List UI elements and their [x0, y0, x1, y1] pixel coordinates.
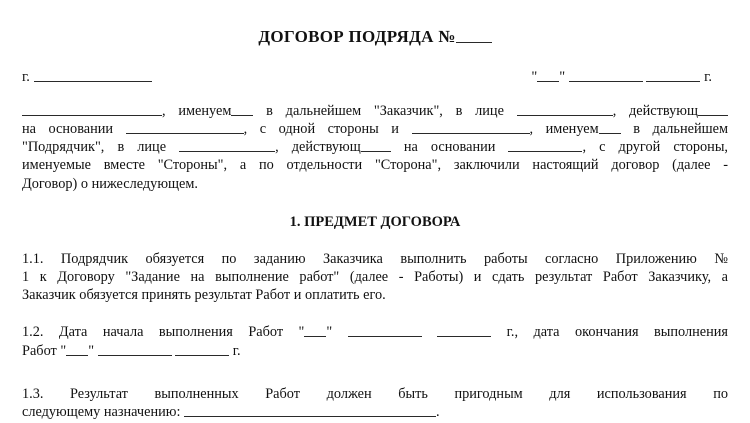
- preamble-line1-part2: в дальнейшем "Заказчик", в лице: [253, 102, 517, 119]
- preamble-line1-part3: , действующ: [612, 102, 698, 119]
- clause-1-3-line-1: 1.3. Результат выполненных Работ должен быть пригодным для использования по: [22, 385, 728, 402]
- clause-1-2: [22, 323, 728, 359]
- preamble-line3-part3: на основании: [390, 139, 509, 156]
- clause-1-2-line1-part3: г., дата окончания выполнения: [491, 324, 728, 341]
- date-year-suffix: г.: [704, 68, 712, 85]
- preamble-line-3: [22, 138, 728, 156]
- customer-name-blank[interactable]: [22, 104, 162, 116]
- start-month-blank[interactable]: [348, 325, 422, 337]
- page-title: [22, 28, 728, 47]
- preamble-line-5: Договор) о нижеследующем.: [22, 175, 198, 192]
- section-1-heading: 1. ПРЕДМЕТ ДОГОВОРА: [289, 213, 461, 230]
- clause-1-2-line1-part2: ": [326, 324, 348, 341]
- date-month-blank[interactable]: [569, 70, 643, 82]
- clause-1-3-line2-part2: .: [436, 403, 440, 420]
- contractor-named-ending-blank[interactable]: [599, 122, 621, 134]
- end-month-blank[interactable]: [98, 344, 172, 356]
- preamble-line2-part2: , с одной стороны и: [243, 120, 412, 137]
- clause-1-1-line-3: Заказчик обязуется принять результат Работ и оплатить его.: [22, 287, 386, 304]
- clause-1-2-line-2: [22, 342, 728, 360]
- preamble-line2-part4: в дальнейшем: [620, 120, 729, 137]
- contract-number-blank[interactable]: [456, 31, 492, 43]
- customer-acting-ending-blank[interactable]: [698, 104, 728, 116]
- start-day-blank[interactable]: [304, 325, 326, 337]
- date-year-blank[interactable]: [646, 70, 700, 82]
- clause-1-3-line2-part1: следующему назначению:: [22, 403, 184, 420]
- clause-1-2-line2-part3: г.: [229, 342, 241, 359]
- preamble-line-1: [22, 102, 728, 120]
- page-title-text: ДОГОВОР ПОДРЯДА №: [258, 27, 456, 46]
- preamble-line-4: именуемые вместе "Стороны", а по отдельности "Сторона", заключили настоящий договор (далее -: [22, 157, 728, 174]
- customer-representative-blank[interactable]: [517, 104, 613, 116]
- date-quote-open: ": [531, 68, 538, 85]
- date-day-blank[interactable]: [537, 70, 559, 82]
- clause-1-3-line-2: [22, 403, 728, 421]
- date-quote-close: ": [559, 68, 566, 85]
- purpose-blank[interactable]: [184, 405, 436, 417]
- contractor-name-blank[interactable]: [412, 122, 530, 134]
- clause-1-2-line2-part1: Работ ": [22, 342, 67, 359]
- clause-1-3: [22, 385, 728, 421]
- end-year-blank[interactable]: [175, 344, 229, 356]
- preamble-line-2: [22, 120, 728, 138]
- contractor-representative-blank[interactable]: [179, 140, 275, 152]
- clause-1-1-line-1: 1.1. Подрядчик обязуется по заданию Заказчика выполнить работы согласно Приложению №: [22, 250, 728, 267]
- contractor-basis-blank[interactable]: [508, 140, 582, 152]
- place-field: [22, 69, 152, 86]
- clause-1-2-line-1: [22, 323, 728, 341]
- contractor-acting-ending-blank[interactable]: [361, 140, 391, 152]
- preamble-line1-part1: , именуем: [162, 102, 232, 119]
- place-date-row: [22, 69, 728, 86]
- preamble-line2-part1: на основании: [22, 120, 126, 137]
- preamble-line3-part4: , с другой стороны,: [582, 139, 728, 156]
- preamble-line2-part3: , именуем: [529, 120, 599, 137]
- end-day-blank[interactable]: [66, 344, 88, 356]
- customer-named-ending-blank[interactable]: [231, 104, 253, 116]
- date-field: [531, 69, 728, 86]
- customer-basis-blank[interactable]: [126, 122, 244, 134]
- city-blank[interactable]: [34, 70, 152, 82]
- clause-1-1: [22, 250, 728, 305]
- clause-1-2-line1-part1: 1.2. Дата начала выполнения Работ ": [22, 324, 305, 341]
- place-label: г.: [22, 68, 30, 85]
- preamble-paragraph: [22, 102, 728, 193]
- clause-1-1-line-2: 1 к Договору "Задание на выполнение работ" (далее - Работы) и сдать результат Работ Заказчику, а: [22, 268, 728, 285]
- preamble-line3-part2: , действующ: [275, 139, 361, 156]
- clause-1-2-line2-part2: ": [88, 342, 98, 359]
- start-year-blank[interactable]: [437, 325, 491, 337]
- preamble-line3-part1: "Подрядчик", в лице: [22, 139, 180, 156]
